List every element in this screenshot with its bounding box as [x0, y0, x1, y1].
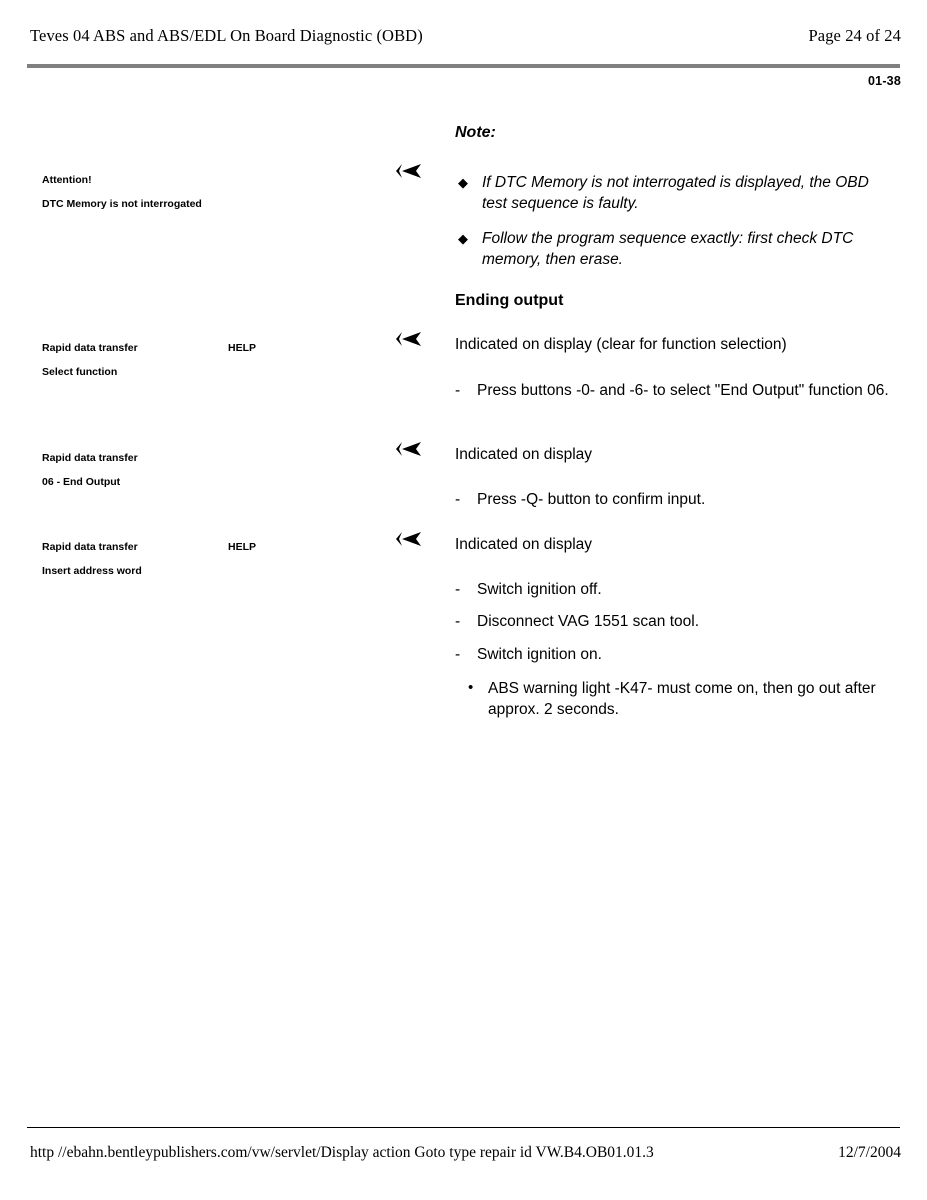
dash-bullet-icon: -	[455, 382, 461, 399]
footer-url: http //ebahn.bentleypublishers.com/vw/servlet/Display action Goto type repair id VW.B4.OB01.01.3	[30, 1144, 654, 1161]
step-3-action-1	[455, 579, 897, 600]
step-1-description: Indicated on display (clear for function selection)	[455, 336, 787, 353]
display-help-label: HELP	[228, 342, 257, 354]
header-divider	[27, 64, 900, 68]
note-item-text: If DTC Memory is not interrogated is displayed, the OBD test sequence is faulty.	[482, 174, 869, 212]
step-3-action-2-text: Disconnect VAG 1551 scan tool.	[477, 613, 700, 630]
display-line-1-text: Rapid data transfer	[42, 541, 138, 553]
pointer-arrow-icon	[396, 531, 422, 549]
step-3-action-3-text: Switch ignition on.	[477, 646, 602, 663]
display-line-1	[42, 336, 257, 360]
step-3-note	[466, 678, 900, 720]
step-3-description: Indicated on display	[455, 536, 593, 553]
pointer-arrow-icon	[396, 331, 422, 349]
note-item-text: Follow the program sequence exactly: first check DTC memory, then erase.	[482, 230, 854, 268]
footer-date: 12/7/2004	[838, 1144, 901, 1161]
step-3-action-2	[455, 611, 897, 632]
round-bullet-icon: •	[468, 679, 474, 696]
header-title: Teves 04 ABS and ABS/EDL On Board Diagnostic (OBD)	[30, 26, 423, 45]
dash-bullet-icon: -	[455, 613, 461, 630]
display-line-2: 06 - End Output	[42, 476, 121, 488]
step-3-action-1-text: Switch ignition off.	[477, 581, 602, 598]
display-line-2: DTC Memory is not interrogated	[42, 198, 202, 210]
section-subheading: Ending output	[455, 292, 564, 309]
display-line-1: Attention!	[42, 174, 92, 186]
note-list-item	[458, 228, 888, 270]
display-line-2: Insert address word	[42, 565, 142, 577]
pointer-arrow-icon	[396, 163, 422, 181]
dash-bullet-icon: -	[455, 646, 461, 663]
note-list	[458, 172, 888, 284]
display-block-select-function	[42, 336, 257, 384]
section-number: 01-38	[868, 74, 901, 88]
display-block-end-output	[42, 446, 138, 494]
diamond-bullet-icon: ◆	[458, 231, 468, 246]
note-heading: Note:	[455, 124, 496, 141]
step-1-action-text: Press buttons -0- and -6- to select "End Output" function 06.	[477, 382, 889, 399]
display-help-label: HELP	[228, 541, 257, 553]
diamond-bullet-icon: ◆	[458, 175, 468, 190]
page-header	[30, 26, 901, 46]
header-page-label: Page 24 of 24	[808, 26, 901, 45]
note-list-item	[458, 172, 888, 214]
dash-bullet-icon: -	[455, 581, 461, 598]
display-block-insert-address-word	[42, 535, 257, 583]
step-2-action-text: Press -Q- button to confirm input.	[477, 491, 706, 508]
display-line-1-text: Rapid data transfer	[42, 342, 138, 354]
step-3-action-3	[455, 644, 897, 665]
step-1-action	[455, 380, 897, 401]
footer-divider	[27, 1127, 900, 1128]
dash-bullet-icon: -	[455, 491, 461, 508]
display-line-1	[42, 535, 257, 559]
page-footer	[30, 1144, 901, 1162]
display-line-2: Select function	[42, 366, 118, 378]
display-block-attention	[42, 168, 202, 216]
pointer-arrow-icon	[396, 441, 422, 459]
display-line-1: Rapid data transfer	[42, 452, 138, 464]
step-3-note-text: ABS warning light -K47- must come on, then go out after approx. 2 seconds.	[488, 680, 876, 718]
step-2-description: Indicated on display	[455, 446, 593, 463]
step-2-action	[455, 489, 897, 510]
